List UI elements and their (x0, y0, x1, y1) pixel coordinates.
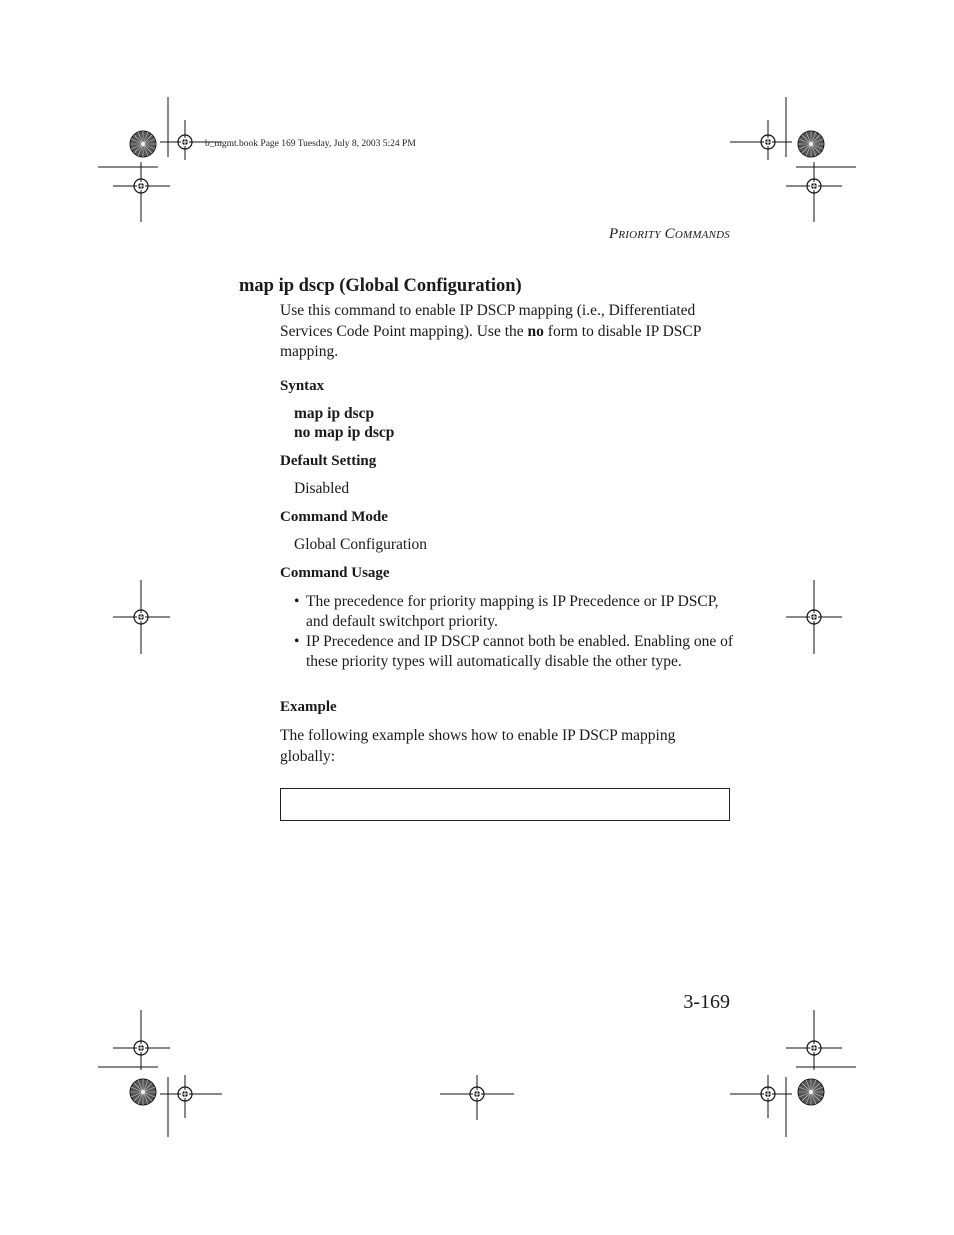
syntax-heading: Syntax (280, 378, 325, 394)
print-slug: b_mgmt.book Page 169 Tuesday, July 8, 2003 5:24 PM (205, 139, 416, 149)
bullet-text: The precedence for priority mapping is IP Precedence or IP DSCP, and default switchport priority. (306, 593, 719, 630)
syntax-line-2: no map ip dscp (294, 424, 395, 441)
running-head: Priority Commands (608, 226, 730, 242)
list-item: • The precedence for priority mapping is IP Precedence or IP DSCP, and default switchport priority. (294, 593, 719, 630)
intro-bold-keyword: no (527, 322, 544, 340)
command-mode-heading: Command Mode (280, 509, 388, 525)
default-setting-heading: Default Setting (280, 453, 377, 469)
intro-text-end: form to disable IP DSCP mapping. (280, 322, 701, 360)
default-setting-value: Disabled (294, 480, 350, 497)
command-mode-value: Global Configuration (294, 536, 428, 553)
intro-paragraph (280, 301, 732, 363)
page-number: 3-169 (683, 991, 730, 1013)
example-text: The following example shows how to enable IP DSCP mapping globally: (280, 727, 676, 765)
example-code-box (280, 788, 730, 821)
command-usage-list (294, 592, 734, 672)
bullet-text: IP Precedence and IP DSCP cannot both be enabled. Enabling one of these priority types will automatically disable the other type. (306, 633, 733, 670)
intro-text-start: Use this command to enable IP DSCP mapping (i.e., Differentiated Services Code Point mapping). Use the (280, 302, 696, 340)
example-heading: Example (280, 699, 337, 715)
list-item: • IP Precedence and IP DSCP cannot both be enabled. Enabling one of these priority types will automatically disable the other type. (294, 633, 733, 670)
section-title: map ip dscp (Global Configuration) (239, 276, 522, 296)
command-usage-heading: Command Usage (280, 565, 390, 581)
syntax-line-1: map ip dscp (294, 405, 375, 422)
